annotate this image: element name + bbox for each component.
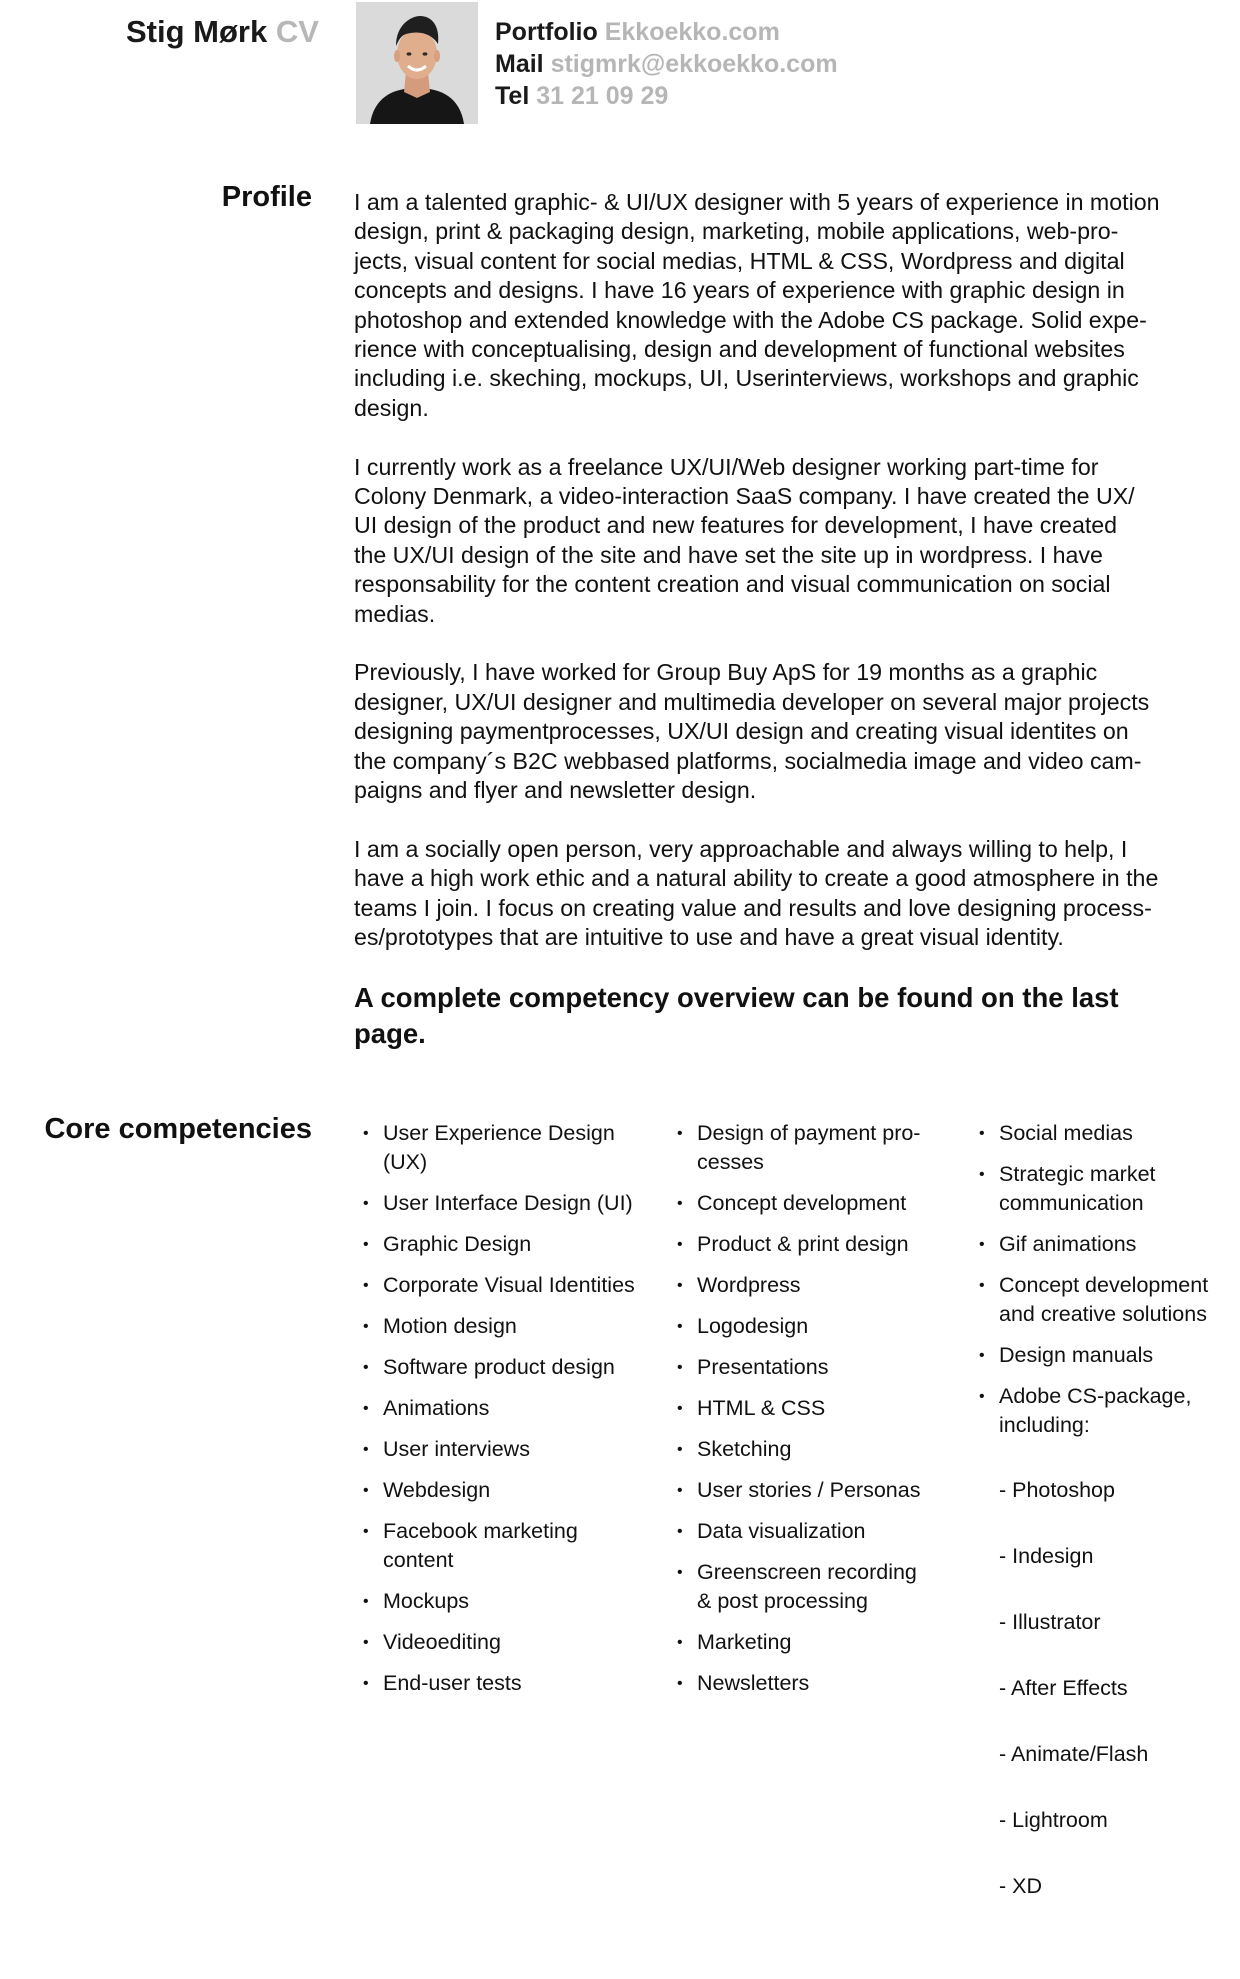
cv-name (126, 14, 319, 50)
bullet-icon: • (363, 1675, 369, 1692)
list-item: • Facebook marketing content (363, 1519, 578, 1572)
list-item: • User stories / Personas (674, 1476, 954, 1505)
bullet-icon: • (979, 1166, 985, 1183)
list-item: • User interviews (360, 1435, 660, 1464)
profile-heading: Profile (221, 181, 312, 213)
bullet-icon: • (363, 1236, 369, 1253)
bullet-icon: • (979, 1125, 985, 1142)
list-item: • Strategic market communication (979, 1162, 1156, 1215)
bullet-icon: • (677, 1359, 683, 1376)
contact-label: Tel (495, 82, 530, 110)
contact-tel (495, 80, 838, 112)
bullet-icon: • (979, 1236, 985, 1253)
bullet-icon: • (363, 1318, 369, 1335)
bullet-icon: • (677, 1441, 683, 1458)
bullet-icon: • (677, 1236, 683, 1253)
adobe-tool-item: - Lightroom (999, 1808, 1108, 1832)
avatar (356, 2, 478, 124)
list-item: • Videoediting (360, 1628, 660, 1657)
list-item: • HTML & CSS (674, 1394, 954, 1423)
bullet-icon: • (363, 1277, 369, 1294)
profile-paragraph: Previously, I have worked for Group Buy ApS for 19 months as a graphic designer, UX/UI designer and multimedia developer on several major projects designing paymentprocesses, UX/UI design and creating visual identites on the company´s B2C webbased platforms, socialmedia image and video cam- paigns and flyer and newsletter design. (354, 659, 1150, 804)
adobe-tool-item: - Illustrator (999, 1610, 1101, 1634)
core-competencies-heading: Core competencies (44, 1113, 312, 1145)
list-item: • Concept development (674, 1189, 954, 1218)
adobe-tool-item: - Animate/Flash (999, 1742, 1149, 1766)
person-name: Stig Mørk (126, 14, 268, 49)
list-item: • Data visualization (674, 1517, 954, 1546)
list-item: • Webdesign (360, 1476, 660, 1505)
list-item: • Design manuals (976, 1341, 1226, 1370)
competency-callout: A complete competency overview can be found on the last page. (354, 982, 1119, 1049)
contact-block (495, 16, 838, 112)
list-item: • Concept development and creative solutions (979, 1273, 1209, 1326)
bullet-icon: • (677, 1523, 683, 1540)
bullet-icon: • (363, 1482, 369, 1499)
list-item: • Graphic Design (360, 1230, 660, 1259)
list-item: • Newsletters (674, 1669, 954, 1698)
bullet-icon: • (363, 1359, 369, 1376)
list-item: • Design of payment pro- cesses (677, 1121, 921, 1174)
bullet-icon: • (363, 1523, 369, 1540)
adobe-tool-item: - After Effects (999, 1676, 1128, 1700)
competency-column-2 (674, 1119, 954, 1710)
list-item: • Software product design (360, 1353, 660, 1382)
contact-label: Portfolio (495, 18, 598, 46)
list-item: • Motion design (360, 1312, 660, 1341)
list-item: • Presentations (674, 1353, 954, 1382)
bullet-icon: • (979, 1388, 985, 1405)
cv-tag: CV (275, 14, 319, 49)
portfolio-link[interactable]: Ekkoekko.com (604, 18, 780, 46)
phone-number[interactable]: 31 21 09 29 (536, 82, 669, 110)
bullet-icon: • (979, 1347, 985, 1364)
competency-column-3 (976, 1119, 1226, 1979)
list-item: • Mockups (360, 1587, 660, 1616)
list-item: • User Experience Design (UX) (363, 1121, 615, 1174)
adobe-tool-item: - XD (999, 1874, 1042, 1898)
list-item: • Social medias (976, 1119, 1226, 1148)
profile-paragraph: I currently work as a freelance UX/UI/Web designer working part-time for Colony Denmark, a video-interaction SaaS company. I have created the UX/ UI design of the product and new features for development, I have created the UX/UI design of the site and have set the site up in wordpress. I have responsability for the content creation and visual communication on social medias. (354, 453, 1135, 627)
list-item: • Corporate Visual Identities (360, 1271, 660, 1300)
bullet-icon: • (979, 1277, 985, 1294)
list-item: • Product & print design (674, 1230, 954, 1259)
contact-portfolio (495, 16, 838, 48)
adobe-tool-item: - Indesign (999, 1544, 1094, 1568)
bullet-icon: • (363, 1195, 369, 1212)
list-item: • Wordpress (674, 1271, 954, 1300)
list-item: • Animations (360, 1394, 660, 1423)
competency-column-1 (360, 1119, 660, 1710)
portrait-photo (356, 2, 478, 124)
contact-label: Mail (495, 50, 544, 78)
list-item: • Gif animations (976, 1230, 1226, 1259)
profile-paragraph: I am a talented graphic- & UI/UX designer with 5 years of experience in motion design, print & packaging design, marketing, mobile applications, web-pro- jects, visual content for social medias, HTML & CSS, Wordpress and digital concepts and designs. I have 16 years of experience with graphic design in photoshop and extended knowledge with the Adobe CS package. Solid expe- rience with conceptualising, design and development of functional websites including i.e. skeching, mockups, UI, Userinterviews, workshops and graphic design. (354, 189, 1160, 421)
bullet-icon: • (363, 1125, 369, 1142)
profile-paragraph: I am a socially open person, very approachable and always willing to help, I have a high work ethic and a natural ability to create a good atmosphere in the teams I join. I focus on creating value and results and love designing process- es/prototypes that are intuitive to use and have a great visual identity. (354, 835, 1159, 951)
bullet-icon: • (677, 1195, 683, 1212)
list-item: • End-user tests (360, 1669, 660, 1698)
bullet-icon: • (677, 1125, 683, 1142)
bullet-icon: • (677, 1400, 683, 1417)
bullet-icon: • (677, 1277, 683, 1294)
list-item: • Sketching (674, 1435, 954, 1464)
list-item: • User Interface Design (UI) (360, 1189, 660, 1218)
bullet-icon: • (677, 1482, 683, 1499)
bullet-icon: • (363, 1400, 369, 1417)
bullet-icon: • (363, 1593, 369, 1610)
bullet-icon: • (363, 1634, 369, 1651)
bullet-icon: • (363, 1441, 369, 1458)
email-link[interactable]: stigmrk@ekkoekko.com (550, 50, 838, 78)
profile-text (354, 188, 1216, 982)
list-item: • Greenscreen recording & post processing (677, 1560, 917, 1613)
list-item: • Adobe CS-package, including: - Photoshop - Indesign - Illustrator - After Effects - Animate/Flash - Lightroom - XD (976, 1382, 1226, 1967)
bullet-icon: • (677, 1318, 683, 1335)
list-item: • Marketing (674, 1628, 954, 1657)
bullet-icon: • (677, 1564, 683, 1581)
list-item: • Logodesign (674, 1312, 954, 1341)
bullet-icon: • (677, 1634, 683, 1651)
adobe-tool-item: - Photoshop (999, 1478, 1115, 1502)
contact-mail (495, 48, 838, 80)
bullet-icon: • (677, 1675, 683, 1692)
adobe-tools-list (999, 1447, 1226, 1938)
